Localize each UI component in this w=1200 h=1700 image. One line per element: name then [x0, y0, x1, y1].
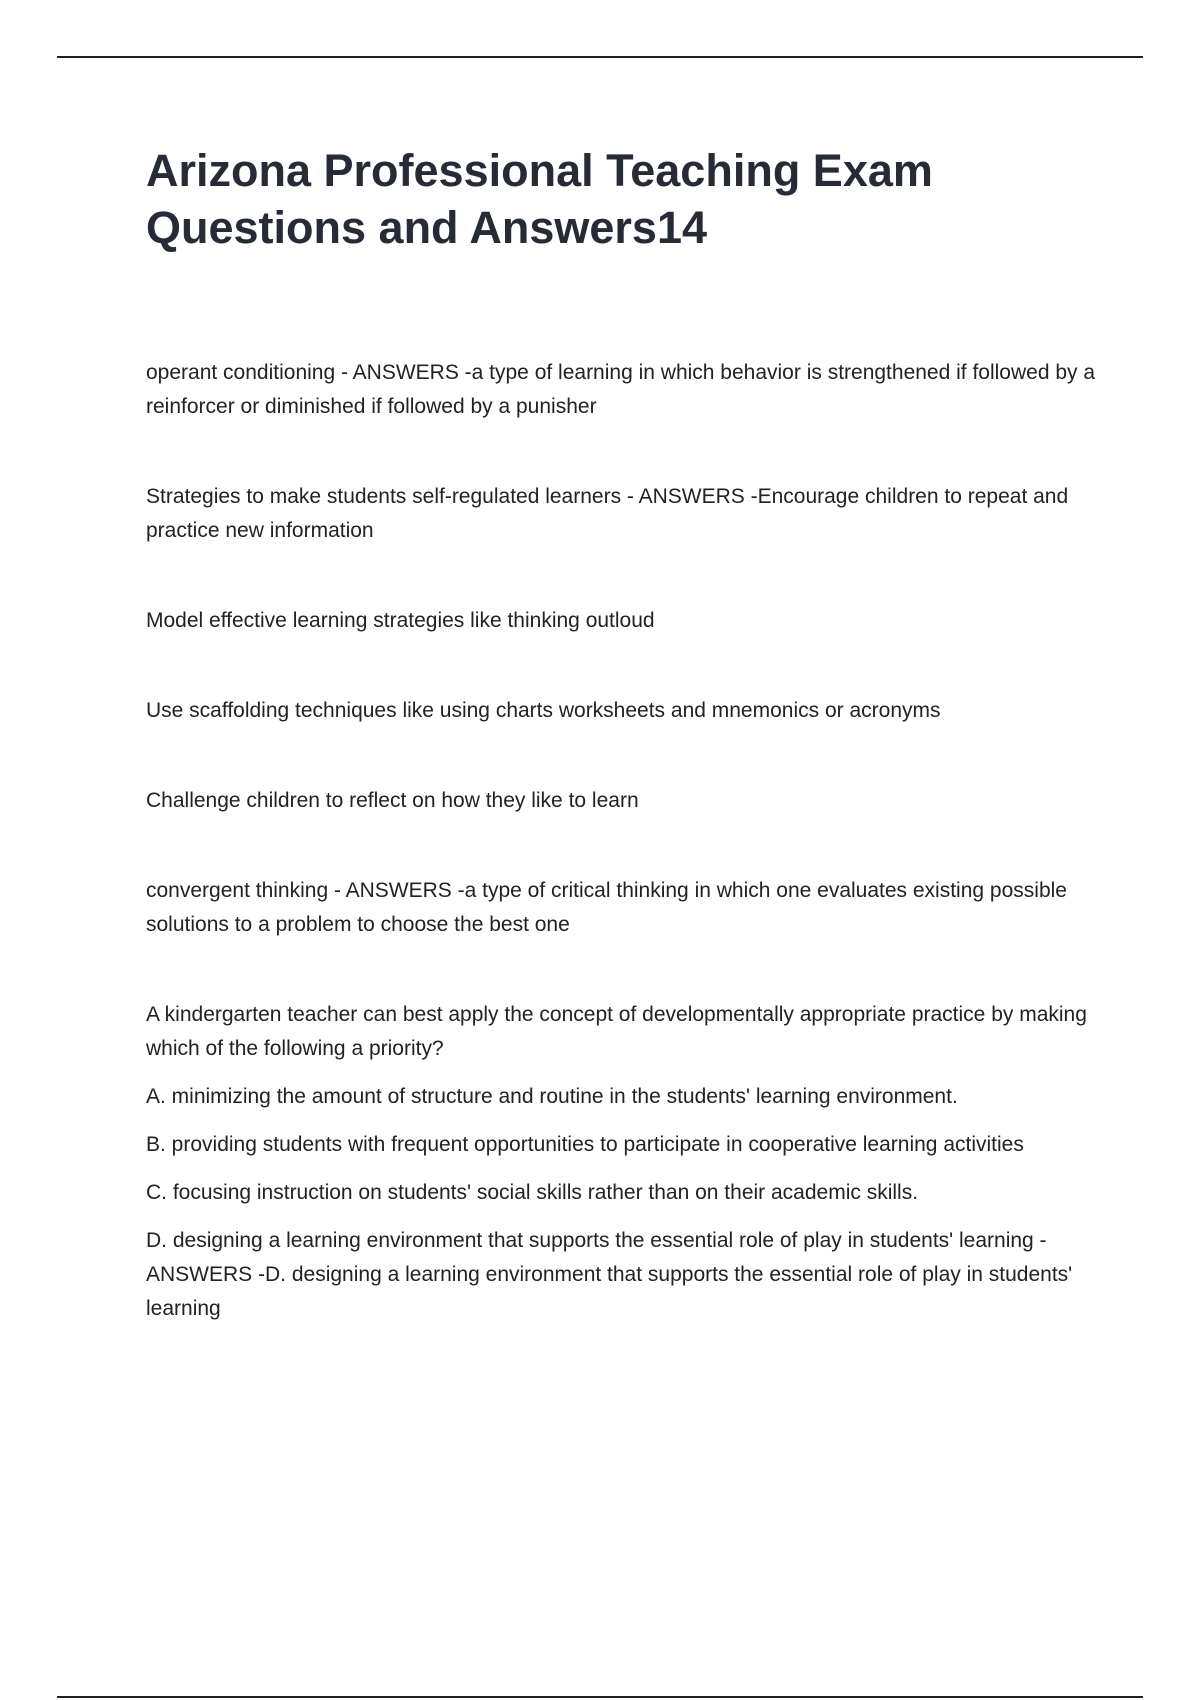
option-c: C. focusing instruction on students' social skills rather than on their academic skills. [146, 1181, 919, 1204]
paragraph-convergent-thinking: convergent thinking - ANSWERS -a type of critical thinking in which one evaluates existing possible solutions to a problem to choose the best one [146, 879, 1067, 936]
paragraph-model-strategies: Model effective learning strategies like thinking outloud [146, 609, 655, 632]
top-rule [57, 56, 1143, 58]
paragraph-reflect-learning: Challenge children to reflect on how they like to learn [146, 789, 639, 812]
option-b: B. providing students with frequent opportunities to participate in cooperative learning activities [146, 1133, 1024, 1156]
bottom-rule [57, 1696, 1143, 1698]
document-body [146, 356, 1096, 1326]
document-title: Arizona Professional Teaching Exam Questions and Answers14 [146, 145, 933, 253]
paragraph-operant-conditioning: operant conditioning - ANSWERS -a type of learning in which behavior is strengthened if followed by a reinforcer or diminished if followed by a punisher [146, 361, 1096, 418]
document-page [146, 142, 1096, 1326]
option-d-answer: D. designing a learning environment that supports the essential role of play in students' learning - ANSWERS -D. designing a learning environment that supports the essential role of play in students' learning [146, 1229, 1073, 1320]
paragraph-self-regulated-learners: Strategies to make students self-regulated learners - ANSWERS -Encourage children to repeat and practice new information [146, 485, 1069, 542]
paragraph-scaffolding: Use scaffolding techniques like using charts worksheets and mnemonics or acronyms [146, 699, 941, 722]
option-a: A. minimizing the amount of structure and routine in the students' learning environment. [146, 1085, 958, 1108]
question-kindergarten-teacher: A kindergarten teacher can best apply the concept of developmentally appropriate practice by making which of the following a priority? [146, 1003, 1087, 1060]
